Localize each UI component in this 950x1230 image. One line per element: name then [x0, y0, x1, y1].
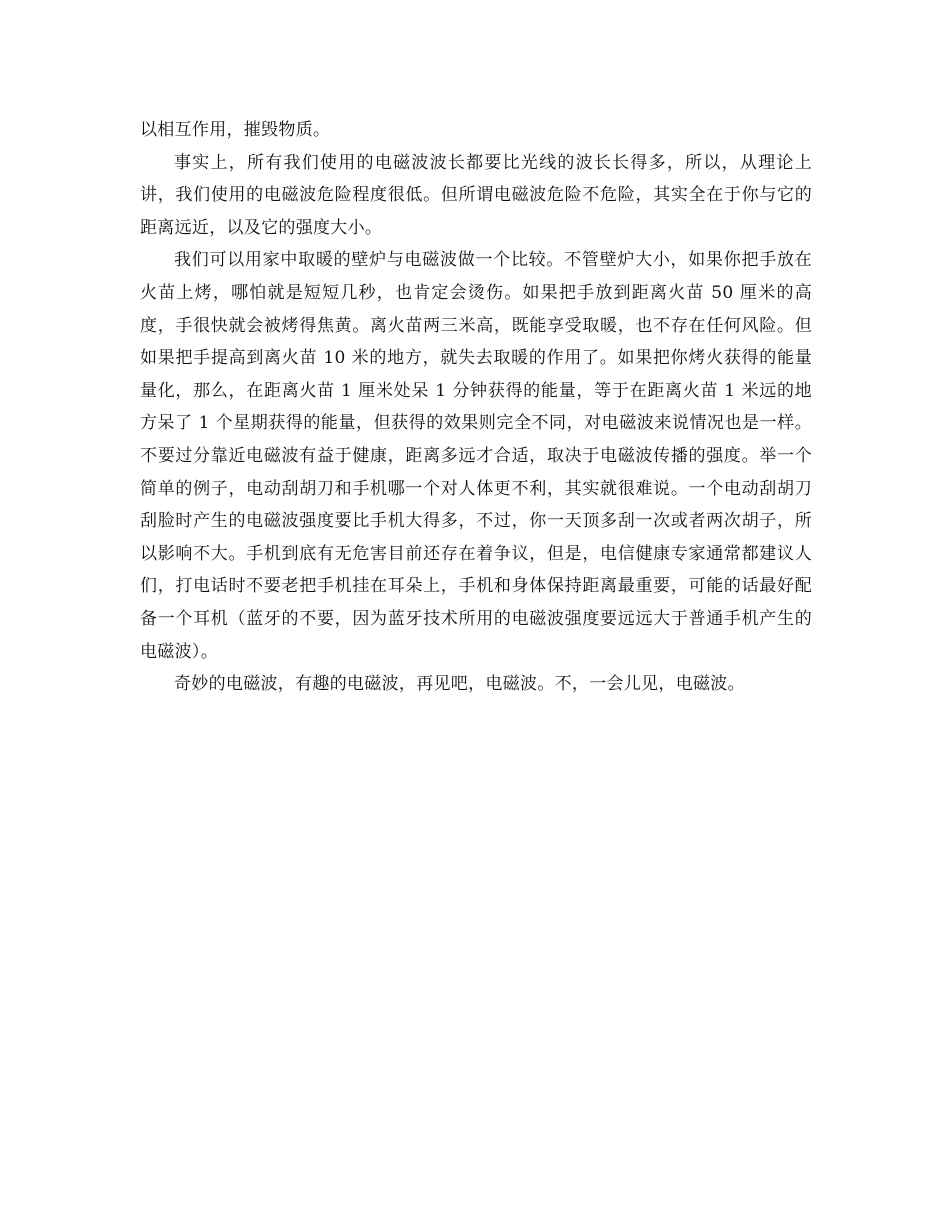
- paragraph-wavelength: 事实上，所有我们使用的电磁波波长都要比光线的波长长得多，所以，从理论上讲，我们使用的电磁波危险程度很低。但所谓电磁波危险不危险，其实全在于你与它的距离远近，以及它的强度大小。: [140, 152, 812, 238]
- paragraph-fireplace-comparison: 我们可以用家中取暖的壁炉与电磁波做一个比较。不管壁炉大小，如果你把手放在火苗上烤，哪怕就是短短几秒，也肯定会烫伤。如果把手放到距离火苗 50 厘米的高度，手很快就会被烤得焦黄。离火苗两三米高，既能享受取暖，也不存在任何风险。但如果把手提高到离火苗 10 米的地方，就失去取暖的作用了。如果把你烤火获得的能量量化，那么，在距离火苗 1 厘米处呆 1 分钟获得的能量，等于在距离火苗 1 米远的地方呆了 1 个星期获得的能量，但获得的效果则完全不同，对电磁波来说情况也是一样。不要过分靠近电磁波有益于健康，距离多远才合适，取决于电磁波传播的强度。举一个简单的例子，电动刮胡刀和手机哪一个对人体更不利，其实就很难说。一个电动刮胡刀刮脸时产生的电磁波强度要比手机大得多，不过，你一天顶多刮一次或者两次胡子，所以影响不大。手机到底有无危害目前还存在着争议，但是，电信健康专家通常都建议人们，打电话时不要老把手机挂在耳朵上，手机和身体保持距离最重要，可能的话最好配备一个耳机（蓝牙的不要，因为蓝牙技术所用的电磁波强度要远远大于普通手机产生的电磁波）。: [140, 250, 812, 662]
- paragraph-closing: 奇妙的电磁波，有趣的电磁波，再见吧，电磁波。不，一会儿见，电磁波。: [174, 674, 745, 695]
- paragraph-continuation: 以相互作用，摧毁物质。: [140, 120, 331, 140]
- document-body: [140, 114, 812, 701]
